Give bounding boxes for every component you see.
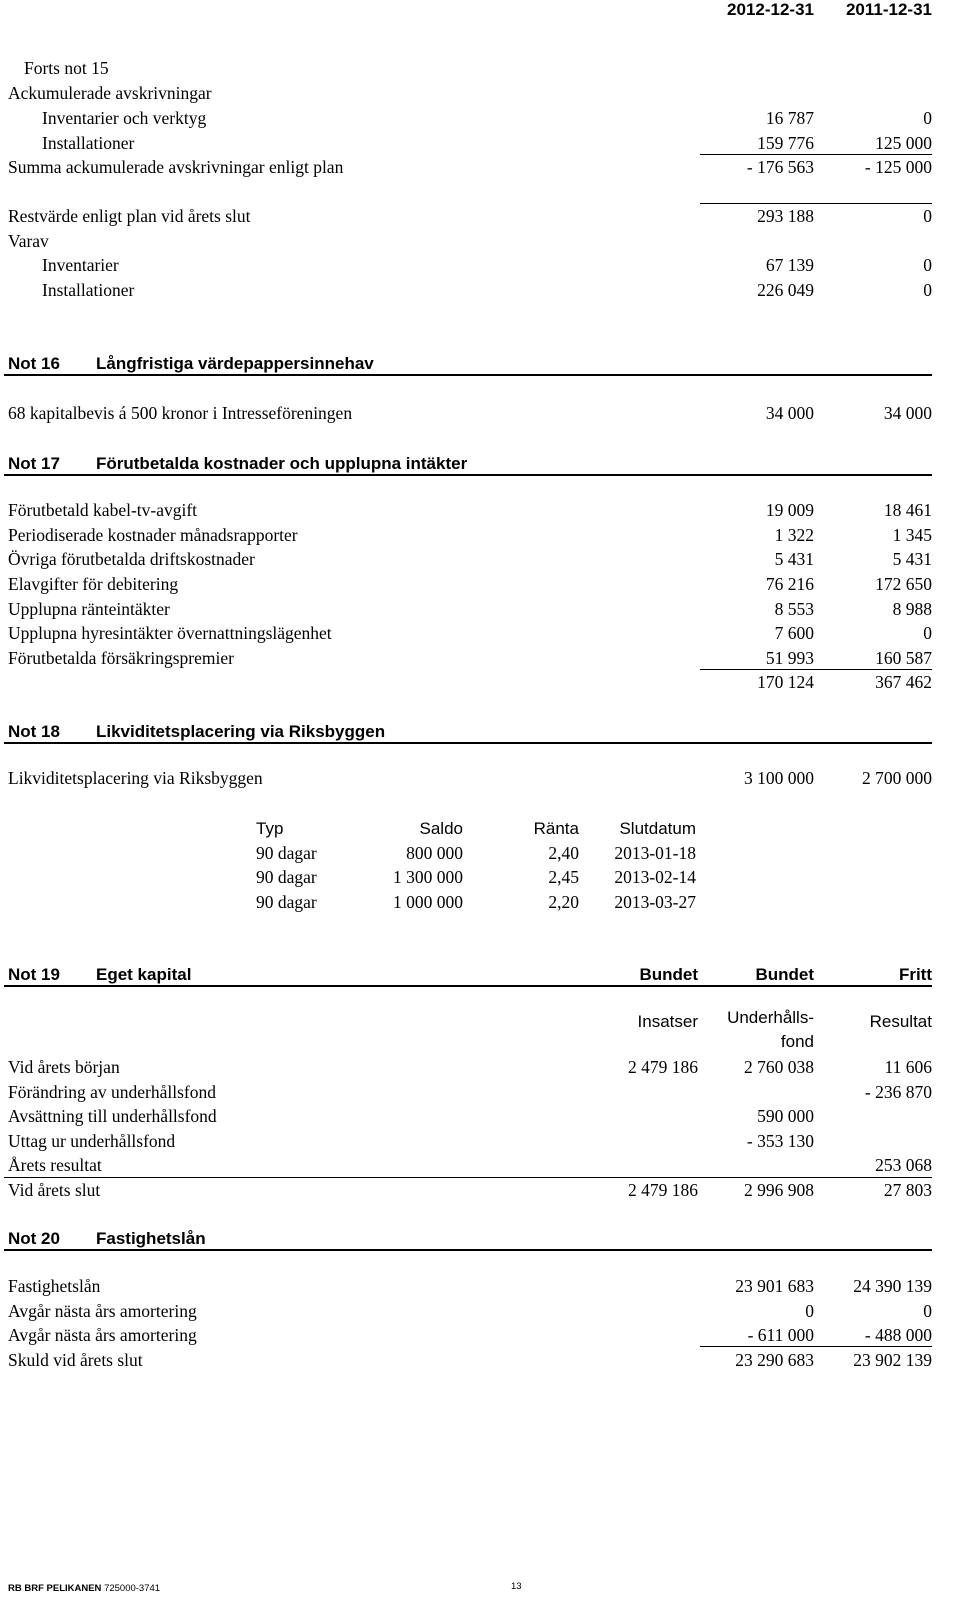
note15-varav-value-2012: 67 139 [765,255,814,275]
placement-table-header-typ: Typ [256,819,284,838]
note16-row-value-2012: 34 000 [765,403,814,423]
page-number: 13 [511,1581,522,1592]
note19-row-label: Avsättning till underhållsfond [8,1106,217,1126]
note17-row-value-2012: 5 431 [774,549,814,569]
note20-row-label: Avgår nästa års amortering [8,1301,197,1321]
note17-row-value-2012: 1 322 [774,525,814,545]
note17-row-value-2012: 76 216 [765,574,814,594]
note17-number: Not 17 [8,454,60,473]
note17-row-value-2011: 8 988 [892,599,932,619]
placement-table-cell: 1 000 000 [393,892,463,912]
note17-row-label: Upplupna ränteintäkter [8,599,170,619]
note17-row-label: Periodiserade kostnader månadsrapporter [8,525,298,545]
note17-row-label: Elavgifter för debitering [8,574,179,594]
sum-divider [700,203,932,204]
note19-col-sub: fond [780,1032,814,1051]
note16-title: Långfristiga värdepappersinnehav [96,354,374,373]
note20-value-2011: 0 [923,1301,932,1321]
section-divider [4,742,932,744]
note15-title: Forts not 15 [24,58,109,78]
note19-col-head: Bundet [639,965,698,984]
note20-title: Fastighetslån [96,1229,206,1248]
note19-value-underhallsfond: - 353 130 [746,1131,814,1151]
note17-row-value-2012: 19 009 [765,500,814,520]
footer-org-name: RB BRF PELIKANEN [8,1583,102,1594]
note17-row-label: Upplupna hyresintäkter övernattningslägenhet [8,623,332,643]
note20-value-2011: - 488 000 [864,1325,932,1345]
section-divider [4,374,932,376]
note17-row-label: Övriga förutbetalda driftskostnader [8,549,255,569]
note19-title: Eget kapital [96,965,192,984]
footer-org [8,1584,160,1594]
placement-table-cell: 90 dagar [256,892,317,912]
note17-row-value-2011: 18 461 [883,500,932,520]
note19-number: Not 19 [8,965,60,984]
note15-row-label: Installationer [42,133,135,153]
note20-value-2012: 23 290 683 [735,1350,814,1370]
sum-divider [4,1177,932,1178]
note15-row-value-2012: 16 787 [765,108,814,128]
note15-row-label: Inventarier och verktyg [42,108,207,128]
note15-section: Ackumulerade avskrivningar [8,83,212,103]
note15-sum-label: Summa ackumulerade avskrivningar enligt plan [8,157,344,177]
section-divider [4,474,932,476]
note15-varav-label: Inventarier [42,255,119,275]
note19-value-insatser: 2 479 186 [628,1180,698,1200]
note18-row-value-2011: 2 700 000 [862,768,932,788]
section-divider [4,985,932,987]
placement-table-cell: 2013-01-18 [614,843,696,863]
placement-table-cell: 90 dagar [256,843,317,863]
note19-col-sub: Insatser [637,1012,698,1031]
placement-table-cell: 2013-02-14 [614,867,696,887]
note17-row-value-2012: 8 553 [774,599,814,619]
column-header-2011: 2011-12-31 [845,0,932,19]
section-divider [4,1249,932,1251]
placement-table-cell: 90 dagar [256,867,317,887]
note17-row-value-2012: 51 993 [765,648,814,668]
note19-row-label: Vid årets slut [8,1180,101,1200]
note17-row-label: Förutbetald kabel-tv-avgift [8,500,198,520]
note15-restvarde-value-2012: 293 188 [757,206,814,226]
sum-divider [700,669,932,670]
note15-varav: Varav [8,231,49,251]
note19-row-label: Årets resultat [8,1155,102,1175]
placement-table-header-slutdatum: Slutdatum [619,819,696,838]
note19-value-resultat: - 236 870 [864,1082,932,1102]
note20-number: Not 20 [8,1229,60,1248]
note17-total-2011: 367 462 [875,672,932,692]
sum-divider [700,154,932,155]
note19-row-label: Förändring av underhållsfond [8,1082,217,1102]
placement-table-cell: 2,20 [548,892,579,912]
note20-value-2011: 24 390 139 [853,1276,932,1296]
note19-col-sub: Underhålls- [727,1008,814,1027]
note19-row-label: Uttag ur underhållsfond [8,1131,176,1151]
placement-table-cell: 2,40 [548,843,579,863]
note15-restvarde-value-2011: 0 [923,206,932,226]
note19-col-head: Fritt [898,965,932,984]
note17-row-value-2011: 160 587 [875,648,932,668]
note17-row-value-2011: 0 [923,623,932,643]
note19-value-insatser: 2 479 186 [628,1057,698,1077]
note20-value-2011: 23 902 139 [853,1350,932,1370]
note15-row-value-2012: 159 776 [757,133,814,153]
note17-total-2012: 170 124 [757,672,814,692]
note20-value-2012: 23 901 683 [735,1276,814,1296]
placement-table-cell: 1 300 000 [393,867,463,887]
note18-number: Not 18 [8,722,60,741]
sum-divider [700,1346,932,1347]
column-header-2012: 2012-12-31 [727,0,814,19]
placement-table-cell: 800 000 [406,843,463,863]
note15-varav-label: Installationer [42,280,135,300]
note18-title: Likviditetsplacering via Riksbyggen [96,722,386,741]
note19-col-sub: Resultat [869,1012,932,1031]
note19-value-resultat: 11 606 [884,1057,932,1077]
note18-row-label: Likviditetsplacering via Riksbyggen [8,768,263,788]
note16-row-label: 68 kapitalbevis á 500 kronor i Intresseföreningen [8,403,353,423]
note20-row-label: Fastighetslån [8,1276,101,1296]
note15-sum-value-2011: - 125 000 [864,157,932,177]
note17-row-value-2011: 1 345 [892,525,932,545]
note15-row-value-2011: 0 [923,108,932,128]
placement-table-header-ranta: Ränta [533,819,579,838]
note15-varav-value-2011: 0 [923,280,932,300]
note20-row-label: Skuld vid årets slut [8,1350,143,1370]
placement-table-cell: 2,45 [548,867,579,887]
note15-row-value-2011: 125 000 [875,133,932,153]
note19-value-underhallsfond: 2 996 908 [744,1180,814,1200]
note17-row-value-2012: 7 600 [774,623,814,643]
note19-value-underhallsfond: 590 000 [757,1106,814,1126]
note17-row-label: Förutbetalda försäkringspremier [8,648,234,668]
note15-varav-value-2012: 226 049 [757,280,814,300]
note19-value-underhallsfond: 2 760 038 [744,1057,814,1077]
note19-value-resultat: 253 068 [875,1155,932,1175]
note16-row-value-2011: 34 000 [883,403,932,423]
note19-col-head: Bundet [755,965,814,984]
note20-row-label: Avgår nästa års amortering [8,1325,197,1345]
footer-org-number: 725000-3741 [104,1583,161,1594]
note16-number: Not 16 [8,354,60,373]
note20-value-2012: - 611 000 [747,1325,814,1345]
note17-row-value-2011: 5 431 [892,549,932,569]
placement-table-header-saldo: Saldo [419,819,463,838]
placement-table-cell: 2013-03-27 [614,892,696,912]
note17-row-value-2011: 172 650 [875,574,932,594]
note20-value-2012: 0 [805,1301,814,1321]
note15-sum-value-2012: - 176 563 [746,157,814,177]
note18-row-value-2012: 3 100 000 [744,768,814,788]
note15-varav-value-2011: 0 [923,255,932,275]
note15-restvarde-label: Restvärde enligt plan vid årets slut [8,206,251,226]
note19-value-resultat: 27 803 [883,1180,932,1200]
note19-row-label: Vid årets början [8,1057,120,1077]
note17-title: Förutbetalda kostnader och upplupna intäkter [96,454,468,473]
